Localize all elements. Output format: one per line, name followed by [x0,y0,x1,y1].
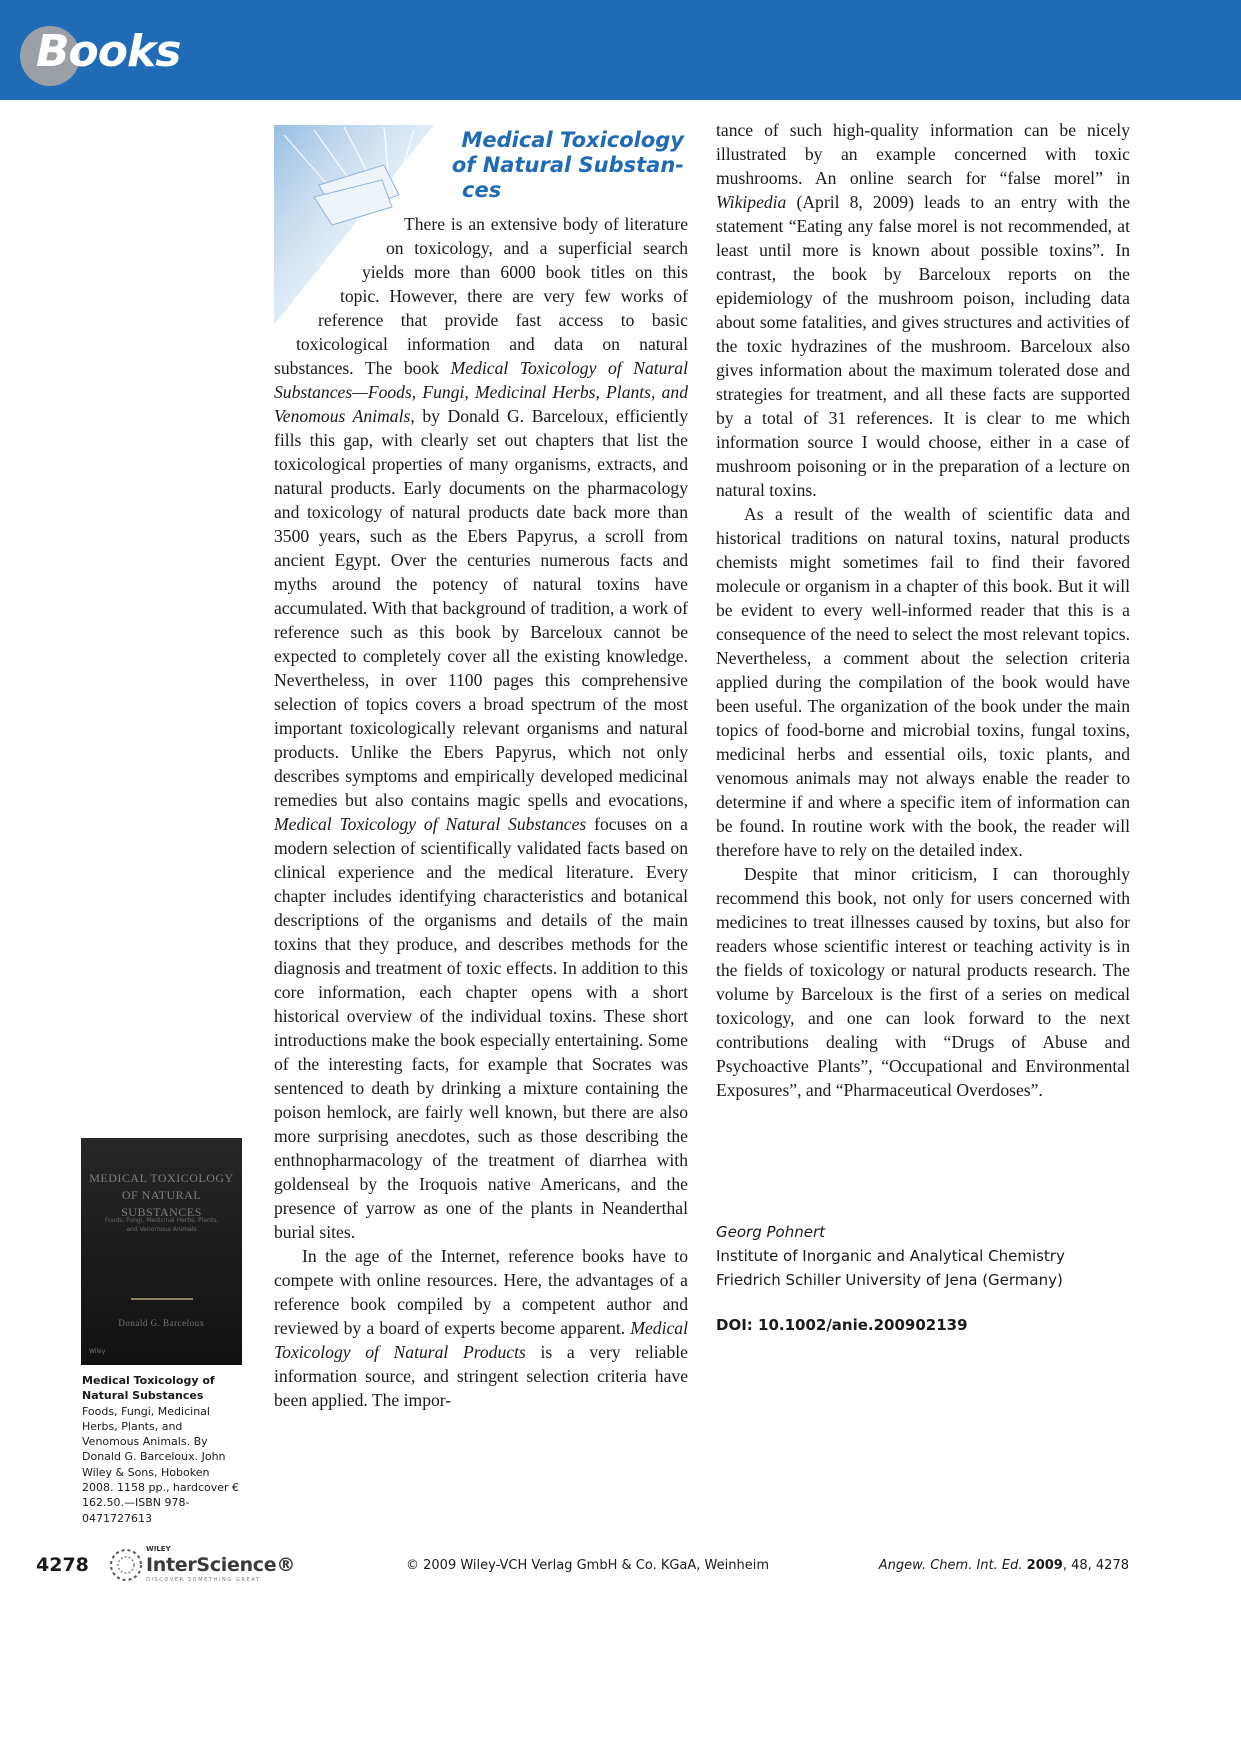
body-paragraph: tance of such high-quality information can be nicely illustrated by an example concerned with toxic mushrooms. An online search for “false morel” in Wikipedia (April 8, 2009) leads to an entry with the statement “Eating any false morel is not recommended, at least until more is known about possible toxins”. In contrast, the book by Barceloux reports on the epidemiology of the mushroom poison, including data about some fatalities, and gives structures and activities of the toxic hydrazines of the mushroom. Barceloux also gives information about the maximum tolerated dose and strategies for treatment, and all these facts are supported by a total of 31 references. It is clear to me which information source I would choose, either in a case of mushroom poisoning or in the preparation of a lecture on natural toxins. [716,120,1130,500]
logo-wiley-text: WILEY [146,1545,171,1553]
cover-subtitle: Foods, Fungi, Medicinal Herbs, Plants, and Venomous Animals [104,1217,219,1233]
body-paragraph: In the age of the Internet, reference books have to compete with online resources. Here, the advantages of a reference book compiled by a competent author and reviewed by a board of experts become apparent. Medical Toxicology of Natural Products is a very reliable information source, and stringent selection criteria have been applied. The impor- [274,1246,688,1410]
book-caption-details: Foods, Fungi, Medicinal Herbs, Plants, and Venomous Animals. By Donald G. Barceloux. John Wiley & Sons, Hoboken 2008. 1158 pp., hardcover € 162.50.—ISBN 978-0471727613 [82,1404,240,1525]
page-number: 4278 [36,1554,89,1576]
section-title: Books [36,26,181,77]
section-header [0,0,1241,100]
cover-title: MEDICAL TOXICOLOGY OF NATURAL SUBSTANCES [89,1171,234,1219]
cover-author: Donald G. Barceloux [118,1318,205,1328]
interscience-logo [108,1545,296,1585]
article-title-line: ces [462,178,502,202]
article-title-line: Medical Toxicology [461,128,684,152]
logo-name: InterScience® [146,1554,296,1576]
logo-tagline: DISCOVER SOMETHING GREAT [146,1577,261,1583]
journal-reference: Angew. Chem. Int. Ed. 2009, 48, 4278 [878,1558,1129,1573]
body-column-right [716,118,1130,1102]
author-affiliation: Institute of Inorganic and Analytical Chemistry [716,1247,1065,1265]
article-title-line: of Natural Substan- [451,153,684,177]
doi-link[interactable]: DOI: 10.1002/anie.200902139 [716,1316,968,1334]
body-paragraph: As a result of the wealth of scientific data and historical traditions on natural toxins, natural products chemists might sometimes fail to find their favored molecule or organism in a chapter of this book. But it will be evident to every well-informed reader that this is a consequence of the need to select the most relevant topics. Nevertheless, a comment about the selection criteria applied during the compilation of the book would have been useful. The organization of the book under the main topics of food-borne and microbial toxins, fungal toxins, medicinal herbs and essential oils, toxic plants, and venomous animals may not always enable the reader to determine if and where a specific item of information can be found. In routine work with the book, the reader will therefore have to rely on the detailed index. [716,504,1130,860]
book-caption [82,1373,242,1526]
article-title [400,128,684,203]
author-affiliation: Friedrich Schiller University of Jena (Germany) [716,1271,1063,1289]
body-paragraph: Despite that minor criticism, I can thoroughly recommend this book, not only for users concerned with medicines to treat illnesses caused by toxins, but also for readers whose scientific interest or teaching activity is in the fields of toxicology or natural products research. The volume by Barceloux is the first of a series on medical toxicology, and one can look forward to the next contributions dealing with “Drugs of Abuse and Psychoactive Plants”, “Occupational and Environmental Exposures”, and “Pharmaceutical Overdoses”. [716,864,1130,1100]
cover-divider [131,1298,193,1300]
body-column-left [274,212,688,1412]
cover-publisher: Wiley [89,1348,106,1355]
author-name: Georg Pohnert [716,1223,825,1241]
copyright-notice: © 2009 Wiley-VCH Verlag GmbH & Co. KGaA, Weinheim [406,1558,770,1573]
body-paragraph: There is an extensive body of literature on toxicology, and a superficial search yields more than 6000 book titles on this topic. However, there are very few works of reference that provide fast access to basic toxicological information and data on natural substances. The book Medical Toxicology of Natural Substances—Foods, Fungi, Medicinal Herbs, Plants, and Venomous Animals, by Donald G. Barceloux, efficiently fills this gap, with clearly set out chapters that list the toxicological properties of many organisms, extracts, and natural products. Early documents on the pharmacology and toxicology of natural products date back more than 3500 years, such as the Ebers Papyrus, a scroll from ancient Egypt. Over the centuries numerous facts and myths around the potency of natural toxins have accumulated. With that background of tradition, a work of reference such as this book by Barceloux cannot be expected to completely cover all the existing knowledge. Nevertheless, in over 1100 pages this comprehensive selection of topics covers a broad spectrum of the most important toxicologically relevant organisms and natural products. Unlike the Ebers Papyrus, which not only describes symptoms and empirically developed medicinal remedies but also contains magic spells and evocations, Medical Toxicology of Natural Substances focuses on a modern selection of scientifically validated facts based on clinical experience and the medical literature. Every chapter includes identifying characteristics and botanical descriptions of the organisms and details of the main toxins that they produce, and describes methods for the diagnosis and treatment of toxic effects. In addition to this core information, each chapter opens with a short historical overview of the individual toxins. These short introductions make the book especially entertaining. Some of the interesting facts, for example that Socrates was sentenced to death by drinking a mixture containing the poison hemlock, are fairly well known, but there are also more surprising anecdotes, such as those describing the enthnopharmacology of the treatment of diarrhea with goldenseal by the Iroquois native Americans, and the presence of yarrow as one of the plants in Neanderthal burial sites. [274,214,688,1242]
author-signature [716,1220,1136,1292]
globe-icon [108,1547,144,1583]
book-cover-image [81,1138,242,1365]
book-caption-title: Medical Toxicology of Natural Substances [82,1374,215,1403]
